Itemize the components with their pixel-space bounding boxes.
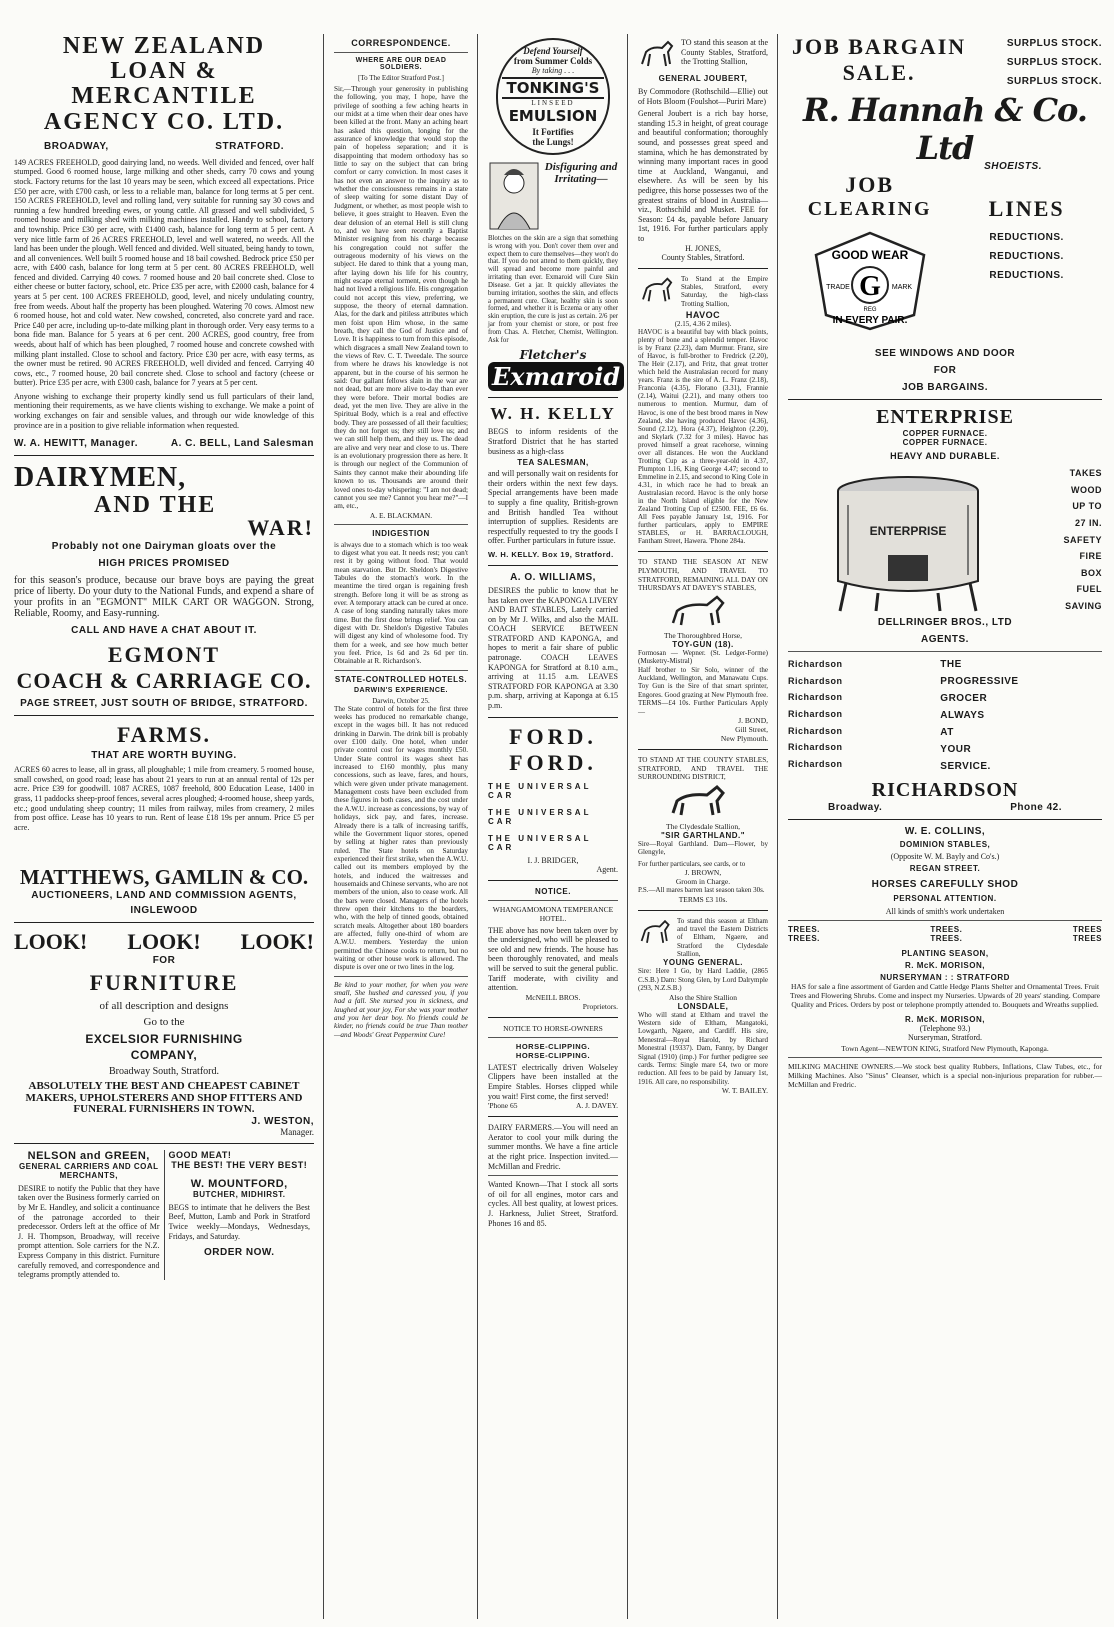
tonking-ad bbox=[496, 38, 610, 155]
reductions-3: REDUCTIONS. bbox=[989, 270, 1064, 281]
kelly-signature: W. H. KELLY. Box 19, Stratford. bbox=[488, 549, 614, 559]
dairy-call: CALL AND HAVE A CHAT ABOUT IT. bbox=[71, 625, 257, 637]
exmaroid-wordmark: Exmaroid bbox=[488, 362, 624, 391]
rich-4: Richardson bbox=[788, 725, 843, 736]
meat-body: BEGS to intimate that he delivers the Best Beef, Mutton, Lamb and Pork in Stratford Twice weekly—Mondays, Wednesdays, Fridays, and Saturday. bbox=[168, 1202, 310, 1241]
nz-loc-right: STRATFORD. bbox=[215, 140, 284, 152]
havoc-name: HAVOC bbox=[685, 310, 721, 321]
rich-1: Richardson bbox=[788, 675, 843, 686]
young-general: YOUNG GENERAL. bbox=[663, 958, 743, 968]
farms-title: FARMS. bbox=[116, 722, 212, 748]
meat-name: W. MOUNTFORD, bbox=[190, 1177, 288, 1190]
nz-loc-left: BROADWAY, bbox=[44, 140, 109, 152]
ent-side-0: TAKES bbox=[1069, 468, 1102, 478]
column-2 bbox=[326, 34, 476, 1619]
garthland-signature: J. BROWN, bbox=[684, 868, 722, 878]
dairy-title-3: WAR! bbox=[247, 515, 314, 541]
ent-side-3: 27 IN. bbox=[1074, 517, 1102, 528]
clip-signature: A. J. DAVEY. bbox=[575, 1101, 618, 1111]
tonk-name: TONKING'S bbox=[502, 77, 604, 99]
garthland-sub: The Clydesdale Stallion, bbox=[666, 821, 740, 831]
nz-manager: W. A. HEWITT, Manager. bbox=[14, 438, 138, 450]
woman-illustration-icon bbox=[488, 161, 540, 231]
horse-icon bbox=[643, 595, 763, 629]
toygun-signature-3: New Plymouth. bbox=[720, 734, 768, 744]
ent-side-6: BOX bbox=[1080, 567, 1102, 578]
joubert-name: GENERAL JOUBERT, bbox=[658, 74, 748, 83]
furn-company-2: COMPANY, bbox=[130, 1048, 198, 1063]
rich-3: Richardson bbox=[788, 708, 843, 719]
richardson-ad bbox=[788, 656, 1102, 775]
dairy-body: for this season's produce, because our brave boys are paying the great price of liberty. Do your duty to the National Funds, and expend a share of your profits in an "EGMONT" MILK CART OR WAGGON. Strong, Reliable, Roomy, and Easy-running. bbox=[14, 575, 314, 620]
look-2: LOOK! bbox=[127, 929, 201, 955]
morison-name-2: R. McK. MORISON, bbox=[904, 1015, 985, 1024]
dairy-title-1: DAIRYMEN, bbox=[14, 462, 187, 494]
job-clearing-2: CLEARING bbox=[807, 198, 932, 220]
hannah-sub: SHOEISTS. bbox=[984, 161, 1042, 172]
rich-6: Richardson bbox=[788, 758, 843, 769]
state-date: Darwin, October 25. bbox=[372, 696, 430, 705]
clip-1: HORSE-CLIPPING. bbox=[515, 1041, 591, 1051]
gw-reg: REG bbox=[863, 307, 877, 313]
ent-side-8: FUEL bbox=[1076, 584, 1102, 595]
ent-side-1: WOOD bbox=[1071, 484, 1102, 495]
matthews-title: MATTHEWS, GAMLIN & CO. bbox=[19, 865, 309, 890]
richardson-name: RICHARDSON bbox=[871, 779, 1019, 801]
meat-subtitle: THE BEST! THE VERY BEST! bbox=[171, 1159, 308, 1170]
eczema-head-2: Irritating— bbox=[554, 173, 608, 185]
rich-side-1: PROGRESSIVE bbox=[940, 676, 1019, 687]
nelson-title: NELSON and GREEN, bbox=[27, 1149, 150, 1162]
nz-title-2: LOAN & MERCANTILE bbox=[71, 58, 257, 110]
clip-footer bbox=[488, 1101, 618, 1110]
aow-title: A. O. WILLIAMS, bbox=[510, 571, 596, 583]
dairy-subtitle-2: HIGH PRICES PROMISED bbox=[98, 558, 230, 570]
egmont-address: PAGE STREET, JUST SOUTH OF BRIDGE, STRATFORD. bbox=[20, 698, 308, 710]
egmont-title: EGMONT bbox=[107, 642, 221, 668]
richardson-list bbox=[788, 656, 920, 775]
surplus-1: SURPLUS STOCK. bbox=[1006, 38, 1102, 49]
ent-side-9: SAVING bbox=[1065, 601, 1102, 612]
toygun-header: TO STAND THE SEASON AT NEW PLYMOUTH, AND TRAVEL TO STRATFORD, REMAINING ALL DAY ON THURSDAYS AT DAVEY'S STABLES, bbox=[638, 558, 768, 593]
universal-car-2: THE UNIVERSAL CAR bbox=[488, 807, 592, 826]
column-rule bbox=[777, 34, 778, 1619]
joubert-pedigree: By Commodore (Rothschild—Ellie) out of Hots Bloom (Foulshot—Puriri Mare) bbox=[638, 87, 768, 106]
trees-1-2: TREES bbox=[1072, 925, 1102, 934]
garthland-ps: P.S.—All mares barren last season taken 30s. bbox=[638, 886, 765, 895]
trees-row-2 bbox=[788, 934, 1102, 943]
look-3: LOOK! bbox=[240, 929, 314, 955]
dairy-title-2: AND THE bbox=[94, 492, 217, 519]
whang-signature: McNEILL BROS. bbox=[525, 992, 581, 1002]
ent-side-5: FIRE bbox=[1079, 551, 1102, 562]
clip-phone: 'Phone 65 bbox=[488, 1101, 518, 1111]
lonsdale-also: Also the Shire Stallion bbox=[668, 992, 738, 1002]
furn-body-1: of all description and designs bbox=[99, 1000, 229, 1013]
trees-1-1: TREES. bbox=[930, 925, 963, 934]
nelson-body: DESIRE to notify the Public that they have taken over the Business formerly carried on by Mr E. Handley, and solicit a continuance of the patronage accorded to their predecessor. Orders left at the office of Mr J. H. Thompson, Broadway, will receive prompt attention. Sole carriers for the N.Z. Express Company in this district. Furniture carefully removed, and correspondence and telegrams promptly attended to. bbox=[18, 1183, 160, 1280]
ent-side-4: SAFETY bbox=[1063, 534, 1102, 545]
furn-manager-title: Manager. bbox=[280, 1126, 314, 1137]
gw-mark: MARK bbox=[891, 284, 912, 291]
job-clearing-1: JOB bbox=[845, 172, 895, 197]
horse-icon bbox=[643, 784, 763, 820]
surplus-2: SURPLUS STOCK. bbox=[1006, 57, 1102, 68]
kelly-subtitle: TEA SALESMAN, bbox=[517, 458, 589, 468]
furn-address: Broadway South, Stratford. bbox=[109, 1066, 219, 1078]
dead-body: Sir,—Through your generosity in publishing the following, you may, I hope, have the privilege of soothing a few aching hearts in our midst at a time when their dear ones have been killed at the front. Many an aching heart has asked this question, longing for the assurance of knowledge that would stop the pain of hopeless separation; and it is disappointing that modern orthodoxy has so little to say on the subject that can bring comfort or carry conviction. In most cases it has not even an answer to the inquiry as to whether the consciousness remains in a state of sleep waiting for some distant Day of Judgment, or whether, as most people wish to believe, it goes straight to Heaven. Even the dear delusion of an eternal Hell is still clung to, and we have seen recently a Baptist Minister resigning from his charge because his congregation could not suffer the outrageous modernity of his views on the subject. He dared to think that a young man, after laying down his life for his country, might escape eternal torment, even though he had not lived a religious life. His congregation could not accept this view, preferring, we suppose, the theory of eternal damnation. Alas, for the dark and pitiless attributes which men foist upon Him whose, in the same breath, they call the God of Justice and of Love. It is happiness to turn from this episode, which disgraces a small New Zealand town to the views of Rev. C. T. Tweedale. The source from where he draws his knowledge is not apparent, but in the course of his sermon he said: Our gallant fellows slain in the war are not dead, but are more alive to-day than ever they were before. Their mortal bodies are dead, yet the men live. They are alive in the Spiritual Body, which is a real and effective body. They are possessed of all their faculties; they do not forget us; they still love us; and we can still help them, and they us. The dead are alive and very near and close to us. There is an evolutionary progression there as here. It is through our neglect of the Communion of Saints they cannot make their abounding life known to us. Thousands are around their loved ones to-day whispering: "I am not dead; cannot you see me? Cannot you hear me?"—I am, etc., bbox=[334, 85, 468, 511]
eczema-head-1: Disfiguring and bbox=[544, 161, 618, 173]
garthland-name: "SIR GARTHLAND." bbox=[660, 830, 746, 840]
meat-title: GOOD MEAT! bbox=[168, 1149, 232, 1160]
richardson-side bbox=[920, 656, 1102, 775]
rich-side-4: AT bbox=[940, 727, 954, 738]
toygun-body: Half brother to Sir Solo, winner of the Auckland, Wellington, and Manawatu Cups. Toy Gun is the Sire of that smart sprinter, Engores. Good grazing at New Plymouth free. TERMS—£4 10s. Further Particulars Apply— bbox=[638, 665, 768, 716]
gw-g: G bbox=[858, 271, 881, 302]
meat-subtitle-2: BUTCHER, MIDHIRST. bbox=[192, 1189, 286, 1199]
kelly-body-2: and will personally wait on residents for their orders within the next few days. Special arrangements have been made to supply a fine quality, British-grown and British handled Tea without interruption of supplies. Residents are respectfully requested to try the goods I offer. Further particulars in future issue. bbox=[488, 469, 618, 546]
richardson-phone: Phone 42. bbox=[1010, 802, 1062, 813]
hannah-body bbox=[788, 172, 1102, 338]
matthews-subtitle: AUCTIONEERS, LAND AND COMMISSION AGENTS, bbox=[31, 890, 297, 902]
collins-sub: DOMINION STABLES, bbox=[899, 840, 991, 849]
nz-listings: 149 ACRES FREEHOLD, good dairying land, no weeds. Well divided and fenced, over half stumped. Good 6 roomed house, large milking and other sheds, carry 70 cows and young stock. Factory returns for the last 10 years may be seen, which exceed all expectations. Price £50 per acre, with £700 cash, or less to a reliable man, balance for long terms at 5 per cent. 150 ACRES FREEHOLD, level and rolling land, very suitable for running say 30 cows and running a few hundred breeding ewes, or young cattle. All grassed and well subdivided, 5 roomed house and milking shed with milking machines installed. Handy to school, factory and township. Price £30 per acre, with £1400 cash, balance for long term at 5 per cent. A very nice little farm of 26 ACRES FREEHOLD, level and well watered, no weeds. All the land has been under the plough. Well fenced and divided. Well situated, being handy to town, and all conveniences. Well built 5 roomed house and 18 bail cowshed. Bedrock price £50 per acre, with £400 cash, balance for long term at 5 per cent. 80 ACRES FREEHOLD, well fenced and divided. Carrying 40 cows. 7 roomed house and 20 bail concrete shed. Close to either cheese or butter factory, school, etc. Price £35 per acre, with £2000 cash, balance for 4 years at 5 per cent. 100 ACRES FREEHOLD, good, level, and nicely undulating country, free from weeds. About half the property has been ploughed. Watering 70 cows. Almost new 6 roomed house, hot and cold water. New cowshed, concreted, also concrete yard and race. Price £40 per acre, including up-to-date milking plant in thorough order. Very easy terms to a bona fide man. Balance for 5 years at 6 per cent. 200 ACRES, good country, free from weeds, about half of which has been ploughed, 7 roomed house and concrete cowshed with milking plant installed. Close to school and factory. Price £30 per acre, with easy terms, as the owner must be retired. 90 ACRES FREEHOLD, well divided and fenced. Carrying 40 cows, etc., 7 roomed house, 20 bail concrete shed. Close to school and factory (cheese or butter). Price £35 per acre, with £300 cash, balance for 7 years at 5 per cent. bbox=[14, 157, 314, 388]
tonk-bottom-2: the Lungs! bbox=[532, 137, 574, 147]
toygun-name: TOY-GUN (18). bbox=[672, 639, 734, 649]
column-4 bbox=[630, 34, 776, 1619]
young-general-pedigree: Sire: Here I Go, by Hard Laddie, (2865 C.S.B.) Dam: Stong Glen, by Lord Dalrymple (293, N.Z.S.B.) bbox=[638, 967, 768, 993]
rich-2: Richardson bbox=[788, 692, 843, 703]
havoc-header bbox=[638, 275, 768, 309]
enterprise-maker: DELLRINGER BROS., LTD bbox=[877, 617, 1013, 628]
lonsdale-body: Who will stand at Eltham and travel the Western side of Eltham, Mangatoki, Lowgarth, Ngaere, and Cardiff. His sire, Menestral—Royal Harold, by Richard Monestral (19337). Dam, Fanny, by Danger Signal (1910) (imp.) For further pedigree see cards. Terms: Single mare £4, two or more reduction. All fees to be paid by January 1st, 1916. All care, no responsibility. bbox=[638, 1010, 768, 1086]
whang-title: WHANGAMOMONA TEMPERANCE HOTEL. bbox=[492, 904, 614, 923]
toygun-sub: The Thoroughbred Horse, bbox=[664, 630, 742, 640]
whang-signature-2: Proprietors. bbox=[582, 1001, 618, 1011]
look-1: LOOK! bbox=[14, 929, 88, 955]
trees-2-1: TREES. bbox=[930, 934, 963, 943]
toygun-signature-2: Gill Street, bbox=[735, 725, 768, 735]
ford-title-2: FORD. bbox=[509, 749, 597, 775]
rich-side-5: YOUR bbox=[940, 744, 972, 755]
havoc-times: (2.15, 4.36 2 miles). bbox=[674, 320, 732, 329]
job-bargain-header bbox=[788, 34, 1102, 87]
trees-row-1 bbox=[788, 925, 1102, 934]
garthland-terms: TERMS £3 10s. bbox=[678, 894, 728, 904]
dead-signature: A. E. BLACKMAN. bbox=[369, 510, 433, 520]
look-row bbox=[14, 929, 314, 955]
furn-tagline: ABSOLUTELY THE BEST AND CHEAPEST CABINET MAKERS, UPHOLSTERERS AND SHOP FITTERS AND FUNERAL FURNISHERS IN TOWN. bbox=[25, 1080, 303, 1116]
joubert-body: General Joubert is a rich bay horse, standing 15.3 in height, of great courage and beautiful conformation; thoroughly sound, and possesses great speed and stamina, which he has demonstrated by winning many important races in good time at Auckland, Wanganui, and elsewhere. As will be seen by his pedigree, this horse possesses two of the greatest strains of blood in Australia—viz., Rothschild and Musket. FEE for Season: £4 4s, payable before January 1st, 1916. For further particulars apply to bbox=[638, 109, 768, 243]
nz-title-3: AGENCY CO. LTD. bbox=[43, 108, 285, 135]
lonsdale-intro: To stand this season at Eltham and travel the Eastern Districts of Eltham, Ngaere, and Stratford the Clydesdale Stallion, bbox=[677, 916, 768, 959]
furn-company: EXCELSIOR FURNISHING bbox=[85, 1032, 243, 1047]
collins-body: HORSES CAREFULLY SHOD bbox=[871, 879, 1019, 890]
clip-2: HORSE-CLIPPING. bbox=[515, 1050, 591, 1060]
nz-managers bbox=[14, 438, 314, 449]
furn-manager: J. WESTON, bbox=[251, 1115, 314, 1127]
richardson-footer bbox=[788, 802, 1102, 813]
exmaroid-logo bbox=[488, 348, 621, 392]
tonk-linseed: LINSEED bbox=[531, 99, 575, 107]
joubert-header bbox=[638, 38, 768, 70]
lonsdale-signature: W. T. BAILEY. bbox=[721, 1086, 768, 1096]
richardson-broadway: Broadway. bbox=[828, 802, 883, 813]
collins-attention: PERSONAL ATTENTION. bbox=[893, 894, 997, 903]
see-windows: SEE WINDOWS AND DOOR bbox=[874, 348, 1016, 359]
universal-car-3: THE UNIVERSAL CAR bbox=[488, 833, 592, 852]
collins-location: (Opposite W. M. Bayly and Co's.) bbox=[890, 852, 1000, 861]
garthland-body: For further particulars, see cards, or to bbox=[638, 859, 746, 868]
dead-to: [To The Editor Stratford Post.] bbox=[358, 74, 444, 82]
lonsdale-name: LONSDALE, bbox=[677, 1001, 729, 1011]
collins-name: W. E. COLLINS, bbox=[904, 826, 986, 837]
collins-street: REGAN STREET. bbox=[909, 864, 981, 873]
kelly-title: W. H. KELLY bbox=[490, 404, 616, 424]
dead-title: WHERE ARE OUR DEAD SOLDIERS. bbox=[355, 57, 447, 71]
state-subtitle: DARWIN'S EXPERIENCE. bbox=[354, 686, 448, 694]
trees-2-2: TREES bbox=[1072, 934, 1102, 943]
garthland-signature-2: Groom in Charge. bbox=[675, 877, 731, 887]
nz-salesman: A. C. BELL, Land Salesman bbox=[170, 438, 314, 450]
garthland-header: TO STAND AT THE COUNTY STABLES, STRATFORD, AND TRAVEL THE SURROUNDING DISTRICT, bbox=[638, 756, 768, 782]
job-bargain-sale: SALE. bbox=[842, 60, 916, 85]
morison-location: Nurseryman, Stratford. bbox=[908, 1033, 982, 1042]
column-rule bbox=[323, 34, 324, 1619]
lines-title: LINES bbox=[988, 196, 1065, 221]
enterprise-title: ENTERPRISE bbox=[876, 406, 1014, 428]
job-bargain-title: JOB BARGAIN bbox=[791, 34, 967, 59]
tonk-emulsion: EMULSION bbox=[508, 107, 598, 125]
aow-body: DESIRES the public to know that he has taken over the KAPONGA LIVERY AND BAIT STABLES, Lately carried on by Mr J. Wilks, and also the MAIL COACH SERVICE BETWEEN STRATFORD AND KAPONGA, and hopes to merit a fair share of public patronage. COACH LEAVES KAPONGA for Stratford at 8.10 a.m., arriving at 11.15 a.m. LEAVES STRATFORD FOR KAPONGA at 3.30 p.m. sharp, arriving at Kaponga at 6.15 p.m. bbox=[488, 585, 618, 711]
horse-notice: NOTICE TO HORSE-OWNERS bbox=[503, 1023, 603, 1033]
rich-side-0: THE bbox=[940, 659, 962, 670]
eczema-ad bbox=[488, 161, 618, 231]
nursery-title: NURSERYMAN : : STRATFORD bbox=[880, 973, 1010, 982]
ford-agent: I. J. BRIDGER, bbox=[527, 855, 579, 865]
indigestion-title: INDIGESTION bbox=[372, 528, 430, 538]
ent-side-2: UP TO bbox=[1072, 501, 1102, 512]
bottom-ads bbox=[14, 1150, 314, 1280]
dairy-farmers: DAIRY FARMERS.—You will need an Aerator to cool your milk during the summer months. We have a fine article at the right price. Inspection invited.—McMillan and Fredric. bbox=[488, 1123, 618, 1171]
garthland-pedigree: Sire—Royal Garthland. Dam—Flower, by Glengyle, bbox=[638, 839, 768, 857]
mother-poem: Be kind to your mother, for when you were small, She hushed and caressed you, if you had a fall. She nursed you in sickness, and laughed at your joy, For she was your mother and you her dear boy. No friends could be kinder, no friends could be true Than mother—and Woods' Great Peppermint Cure! bbox=[334, 980, 468, 1039]
eczema-body: Blotches on the skin are a sign that something is wrong with you. Don't cover them over and expect them to cure themselves—they won't do that. If you do not attend to them quickly, they will spread and become more painful and irritating than ever. Exmaroid will Cure Skin Disease. Get a jar. It quickly alleviates the burning irritation, soothes the skin, and effects a permanent cure. Clear, healthy skin is soon formed, and whether it is Eczema or any other skin eruption, the cure is just as certain. 2/6 per jar from your chemist or store, or post free from Chas. A. Fletcher, Chemist, Wellington. Ask for bbox=[488, 235, 618, 344]
gw-top: GOOD WEAR bbox=[831, 248, 908, 262]
trees-2-0: TREES. bbox=[788, 934, 820, 943]
copper-furnace-illustration bbox=[788, 465, 1018, 615]
collins-all-kinds: All kinds of smith's work undertaken bbox=[885, 907, 1005, 916]
farms-body: ACRES 60 acres to lease, all in grass, all ploughable; 1 mile from creamery. 5 roomed house, small cowshed, on good road; lease has about 21 years to run at an annual rental of 12s per acre. Price £39 for goodwill. 1087 ACRES, 1087 freehold, 800 Education Lease, 1400 in grass, 11 paddocks sheep-proof fences, several acres ploughed; 4-roomed house, sheep yards, etc.; good undulating sheep country; 11 miles from railway, miles from creamery, 2 miles from post office. Lease has 10 years to run. Rent of lease £18 19s per annum. Price £5 per acre. bbox=[14, 765, 314, 832]
nz-location bbox=[44, 141, 284, 152]
column-1 bbox=[6, 34, 322, 1619]
tonk-top-2: from Summer Colds bbox=[513, 56, 593, 66]
universal-car-1: THE UNIVERSAL CAR bbox=[488, 781, 592, 800]
reductions-1: REDUCTIONS. bbox=[989, 232, 1064, 243]
rich-side-2: GROCER bbox=[940, 693, 988, 704]
enterprise-sub-1: COPPER FURNACE. bbox=[902, 429, 988, 438]
enterprise-agents: AGENTS. bbox=[921, 634, 969, 645]
gw-bottom: IN EVERY PAIR. bbox=[832, 315, 908, 326]
state-title: STATE-CONTROLLED HOTELS. bbox=[334, 674, 468, 684]
morison-name: R. McK. MORISON, bbox=[904, 961, 985, 970]
meat-order: ORDER NOW. bbox=[203, 1247, 275, 1259]
joubert-intro: TO stand this season at the County Stables, Stratford, the Trotting Stallion, bbox=[681, 38, 768, 67]
morison-telephone: (Telephone 93.) bbox=[919, 1024, 971, 1033]
milking-machine: MILKING MACHINE OWNERS.—We stock best quality Rubbers, Inflations, Claw Tubes, etc., for Milking Machines. Also "Sinus" Cleanser, which is a special non-injurious preparation for rubber.—McMillan and Fredric. bbox=[788, 1062, 1102, 1089]
tonk-top-1: Defend Yourself bbox=[523, 46, 583, 56]
horse-icon bbox=[638, 38, 678, 70]
havoc-intro: To Stand at the Empire Stables, Stratford, every Saturday, the high-class Trotting Stallion, bbox=[681, 274, 768, 308]
enterprise-sub-2: COPPER FURNACE. bbox=[902, 438, 988, 447]
horse-icon bbox=[638, 275, 678, 305]
rich-side-3: ALWAYS bbox=[940, 710, 985, 721]
kelly-body: BEGS to inform residents of the Stratford District that he has started business as a high-class bbox=[488, 427, 618, 456]
column-rule bbox=[627, 34, 628, 1619]
nz-title-1: NEW ZEALAND bbox=[62, 34, 266, 59]
column-3 bbox=[480, 34, 626, 1619]
enterprise-body bbox=[788, 465, 1102, 615]
column-rule bbox=[477, 34, 478, 1619]
enterprise-heavy: HEAVY AND DURABLE. bbox=[890, 451, 1000, 461]
gw-trade: TRADE bbox=[825, 284, 850, 291]
ford-agent-title: Agent. bbox=[596, 864, 618, 874]
indigestion-body: is always due to a stomach which is too weak to digest what you eat. It needs rest; you can't rest it by going without food. That would mean starvation. But Dr. Sheldon's Digestive Tabules do the stomach's work. In the meantime the tired organ is regaining fresh strength. Before long it will be as strong as ever. A temporary attack can be cured at once. A case of long standing naturally takes more time. But the first dose brings relief. You can digest with Dr. Sheldon's Digestive Tabules will digest any kind of wholesome food. Try them for a week, and see how much better you feel. Price, 1s 6d and 2s 6d per tin. Obtainable at R. Richardson's. bbox=[334, 540, 468, 666]
rich-5: Richardson bbox=[788, 742, 843, 753]
nelson-subtitle: GENERAL CARRIERS AND COAL MERCHANTS, bbox=[18, 1161, 159, 1180]
lonsdale-header bbox=[638, 917, 768, 959]
furn-body-2: Go to the bbox=[143, 1016, 185, 1029]
wanted-known: Wanted Known—That I stock all sorts of oil for all engines, motor cars and cycles. All best quality, at lowest prices. J. Harkness, Juliet Street, Stratford. Phones 16 and 85. bbox=[488, 1180, 618, 1228]
planting-season: PLANTING SEASON, bbox=[901, 949, 989, 958]
ford-title-1: FORD. bbox=[509, 723, 597, 749]
notice-title: NOTICE. bbox=[535, 886, 571, 896]
havoc-body: HAVOC is a beautiful bay with black points, plenty of bone and a splendid temper. Havoc is by Franz (2.23), dam Murmur. Franz, sire of Havoc, is full-brother to Fredrick (2.20), The Heir (2.17), and Fritz, that great trotter which held the Australasian record for many years. Franz is the sire of A. L. Franz (2.18), Franconia (4.35), Florano (3.31), Frannie (2.14), Waitui (2.21), and many others too numerous to mention. Murmur, dam of Havoc, is one of the best brood mares in New Zealand, she having produced Havoc (4.36), Sound (2.12), Hora (4.37), Heighton (2.20), and Skylark (7.32 for 3 miles). Havoc has proved himself a great racehorse, winning over all distances. He won the Auckland Trotting Cup as a three-year-old in 4.37, Plumpton 1.16, King George 4.47; second to Emmeline in 2.15, and second to King Cole in 4.31, in which race he had to break an Australasian record. Havoc is the only horse in the North Island eligible for the New Zealand Trotting Cup of £2500. FEE, £6 6s. All Fees payable January 1st, 1916. For further particulars, apply to EMPIRE STABLES, or H. BARRACLOUGH, Fantham Street, Hawera. 'Phone 284a. bbox=[638, 328, 768, 546]
copper-label: ENTERPRISE bbox=[869, 524, 947, 538]
horse-icon bbox=[638, 917, 674, 947]
look-for: FOR bbox=[152, 955, 176, 967]
reductions-2: REDUCTIONS. bbox=[989, 251, 1064, 262]
column-5 bbox=[780, 34, 1110, 1619]
nursery-body: HAS for sale a fine assortment of Garden and Cattle Hedge Plants Shelter and Ornamental Trees. Fruit Trees and Flowering Shrubs. Come and inspect my Nurseries. Upwards of 20 years' standing. Compare Quality and Prices. Orders by post or telephone promptly attended to. Bouquets and Wreaths supplied. bbox=[790, 982, 1100, 1009]
joubert-signature-2: County Stables, Stratford. bbox=[661, 252, 745, 262]
rich-0: Richardson bbox=[788, 659, 843, 669]
nz-exchange-text: Anyone wishing to exchange their property kindly send us full particulars of their land, mentioning their requirements, as we have clients wishing to exchange. We make a point of working exchanges on fair and sensible values, and through our wide knowledge of this province are in a position to give reliable information when requested. bbox=[14, 391, 314, 430]
farms-subtitle: THAT ARE WORTH BUYING. bbox=[91, 750, 237, 762]
good-wear-logo bbox=[810, 229, 930, 333]
surplus-3: SURPLUS STOCK. bbox=[1006, 76, 1102, 87]
clip-body: LATEST electrically driven Wolseley Clippers have been installed at the Empire Stables. Horses clipped while you wait! First come, the first served! bbox=[488, 1062, 618, 1101]
tonk-bottom-1: It Fortifies bbox=[532, 127, 574, 137]
trees-1-0: TREES. bbox=[788, 925, 820, 934]
matthews-location: INGLEWOOD bbox=[130, 905, 198, 917]
furniture-title: FURNITURE bbox=[89, 970, 239, 996]
hannah-logo: R. Hannah & Co. Ltd bbox=[803, 91, 1087, 167]
see-for: FOR bbox=[933, 365, 957, 376]
exmaroid-brand: Fletcher's bbox=[519, 348, 587, 363]
egmont-title-2: COACH & CARRIAGE CO. bbox=[16, 668, 312, 694]
joubert-signature: H. JONES, bbox=[685, 243, 721, 253]
whang-body: THE above has now been taken over by the undersigned, who will be pleased to see old and new friends. The house has been thoroughly renovated, and meals will be served to suit the general public. Tariff moderate, with civility and attention. bbox=[488, 925, 618, 993]
rich-side-6: SERVICE. bbox=[940, 761, 991, 772]
enterprise-side bbox=[1018, 465, 1102, 615]
toygun-signature: J. BOND, bbox=[738, 716, 768, 726]
see-job: JOB BARGAINS. bbox=[902, 382, 988, 393]
tonk-top-3: By taking . . . bbox=[531, 66, 575, 75]
correspondence-title: CORRESPONDENCE. bbox=[351, 38, 451, 48]
state-body: The State control of hotels for the first three weeks has produced no remarkable change, except in the wages bill. It has not reduced drinking in Darwin. The drink bill is probably over £100 daily. One hotel, when under private control cost for wages monthly £50. Under State control its wages sheet has increased to £160 monthly, plus many concessions, such as leave, fares, and hours, which were given under private management. Management costs have been excluded from these figures in both cases, and the cost under the A.W.U. increase as concessions, by way of holidays, sick pay, and fares, increase. Already there is a talk of increasing tariffs, while the Government liquor stores, opened by selling at higher rates than previously ruled. The State hotels on Saturday experienced their first strike, when the A.W.U. called out its members employed by the hotels, and induced the waitresses and housemaids and Chinese servants, who are not members of the union, also to cease work. All the bars were closed. Managers of the hotels threw open their kitchens to the boarders, who, with the help of tinned goods, obtained scratch meals. Altogether about 180 boarders are affected, fully one-third of whom are A.W.U. members. Yesterday the union permitted the Chinese cooks to return, but no waiting or other house work is allowed. The dispute is over one or two lines in the log. bbox=[334, 704, 468, 972]
morison-agent: Town Agent—NEWTON KING, Stratford New Plymouth, Kaponga. bbox=[841, 1044, 1049, 1053]
toygun-pedigree: Formosan — Wepner. (St. Ledger-Forme) (Musketry-Mistral) bbox=[638, 648, 768, 666]
dairy-subtitle: Probably not one Dairyman gloats over the bbox=[51, 541, 277, 553]
